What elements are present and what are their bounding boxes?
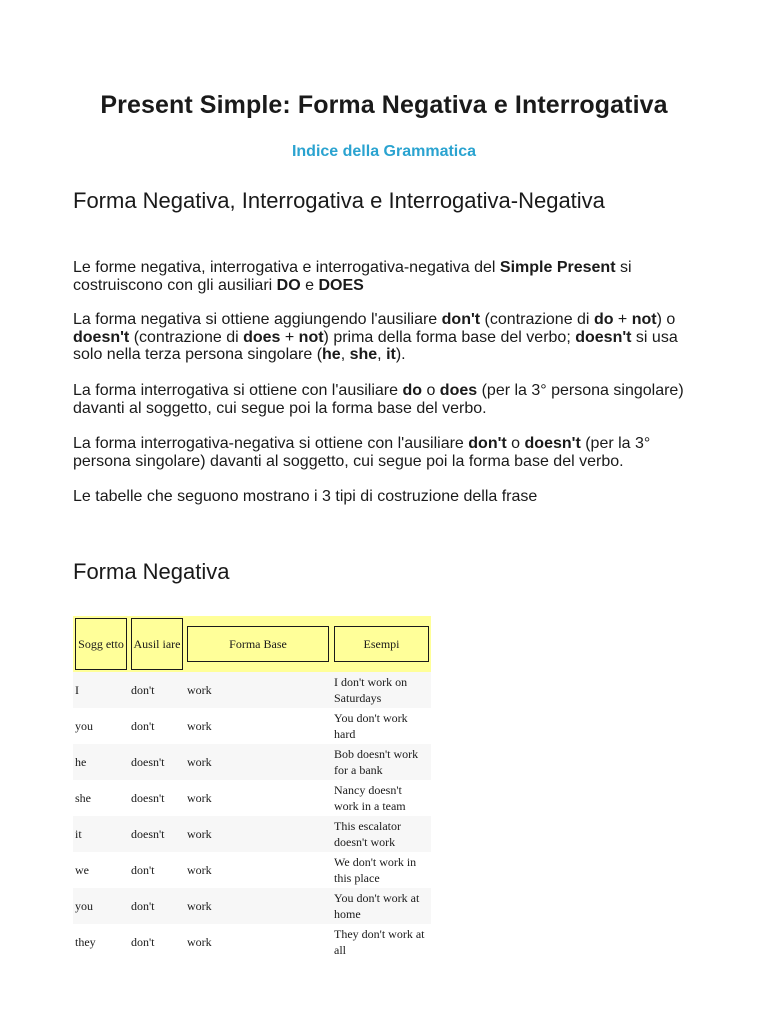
- cell-verbo: work: [187, 719, 212, 733]
- section-title-forms: Forma Negativa, Interrogativa e Interrogativa-Negativa: [73, 188, 605, 213]
- cell-soggetto: he: [75, 755, 87, 769]
- table-row: [73, 924, 431, 960]
- page-title: Present Simple: Forma Negativa e Interrogativa: [100, 91, 668, 119]
- cell-verbo: work: [187, 683, 212, 697]
- cell-esempio: You don't work at home: [334, 891, 420, 921]
- cell-verbo: work: [187, 863, 212, 877]
- header-cell-forma-base: [185, 616, 332, 672]
- grammar-index-link[interactable]: Indice della Grammatica: [291, 143, 477, 160]
- header-ausiliare: Ausil iare: [131, 618, 183, 670]
- header-forma-base: Forma Base: [187, 626, 329, 662]
- table-row: [73, 816, 431, 852]
- paragraph-negative-form: La forma negativa si ottiene aggiungendo l'ausiliare don't (contrazione di do + not) o doesn't (contrazione di does + not) prima della forma base del verbo; doesn't si usa solo nella terza persona singolare (he, she, it).: [73, 311, 678, 363]
- cell-ausiliare: doesn't: [131, 791, 165, 805]
- cell-soggetto: it: [75, 827, 82, 841]
- cell-esempio: I don't work on Saturdays: [334, 675, 408, 705]
- table-row: [73, 780, 431, 816]
- cell-esempio: They don't work at all: [334, 927, 425, 957]
- cell-verbo: work: [187, 827, 212, 841]
- paragraph-interrogative-form: La forma interrogativa si ottiene con l'ausiliare do o does (per la 3° persona singolare) davanti al soggetto, cui segue poi la forma base del verbo.: [73, 382, 684, 417]
- table-header-row: [73, 616, 431, 672]
- negative-form-table: [73, 616, 431, 960]
- cell-ausiliare: don't: [131, 899, 155, 913]
- cell-verbo: work: [187, 899, 212, 913]
- cell-ausiliare: doesn't: [131, 827, 165, 841]
- cell-esempio: You don't work hard: [334, 711, 408, 741]
- cell-soggetto: they: [75, 935, 96, 949]
- cell-soggetto: you: [75, 719, 93, 733]
- table-row: [73, 888, 431, 924]
- cell-esempio: Nancy doesn't work in a team: [334, 783, 406, 813]
- paragraph-intro: Le forme negativa, interrogativa e interrogativa-negativa del Simple Present si costruiscono con gli ausiliari DO e DOES: [73, 259, 632, 294]
- cell-ausiliare: don't: [131, 683, 155, 697]
- table-row: [73, 852, 431, 888]
- cell-ausiliare: don't: [131, 719, 155, 733]
- cell-verbo: work: [187, 935, 212, 949]
- cell-soggetto: I: [75, 683, 79, 697]
- cell-soggetto: she: [75, 791, 91, 805]
- table-row: [73, 744, 431, 780]
- cell-esempio: Bob doesn't work for a bank: [334, 747, 419, 777]
- cell-ausiliare: don't: [131, 863, 155, 877]
- cell-ausiliare: doesn't: [131, 755, 165, 769]
- cell-ausiliare: don't: [131, 935, 155, 949]
- paragraph-tables-intro: Le tabelle che seguono mostrano i 3 tipi di costruzione della frase: [73, 488, 538, 505]
- cell-soggetto: you: [75, 899, 93, 913]
- cell-verbo: work: [187, 755, 212, 769]
- header-soggetto: Sogg etto: [75, 618, 127, 670]
- header-cell-ausiliare: [129, 616, 185, 672]
- header-cell-soggetto: [73, 616, 129, 672]
- header-esempi: Esempi: [334, 626, 429, 662]
- cell-esempio: This escalator doesn't work: [334, 819, 401, 849]
- cell-verbo: work: [187, 791, 212, 805]
- paragraph-interrogative-negative-form: La forma interrogativa-negativa si ottiene con l'ausiliare don't o doesn't (per la 3° persona singolare) davanti al soggetto, cui segue poi la forma base del verbo.: [73, 435, 651, 470]
- cell-soggetto: we: [75, 863, 89, 877]
- table-row: [73, 708, 431, 744]
- section-title-negative: Forma Negativa: [73, 559, 230, 584]
- cell-esempio: We don't work in this place: [334, 855, 417, 885]
- header-cell-esempi: [332, 616, 431, 672]
- table-row: [73, 672, 431, 708]
